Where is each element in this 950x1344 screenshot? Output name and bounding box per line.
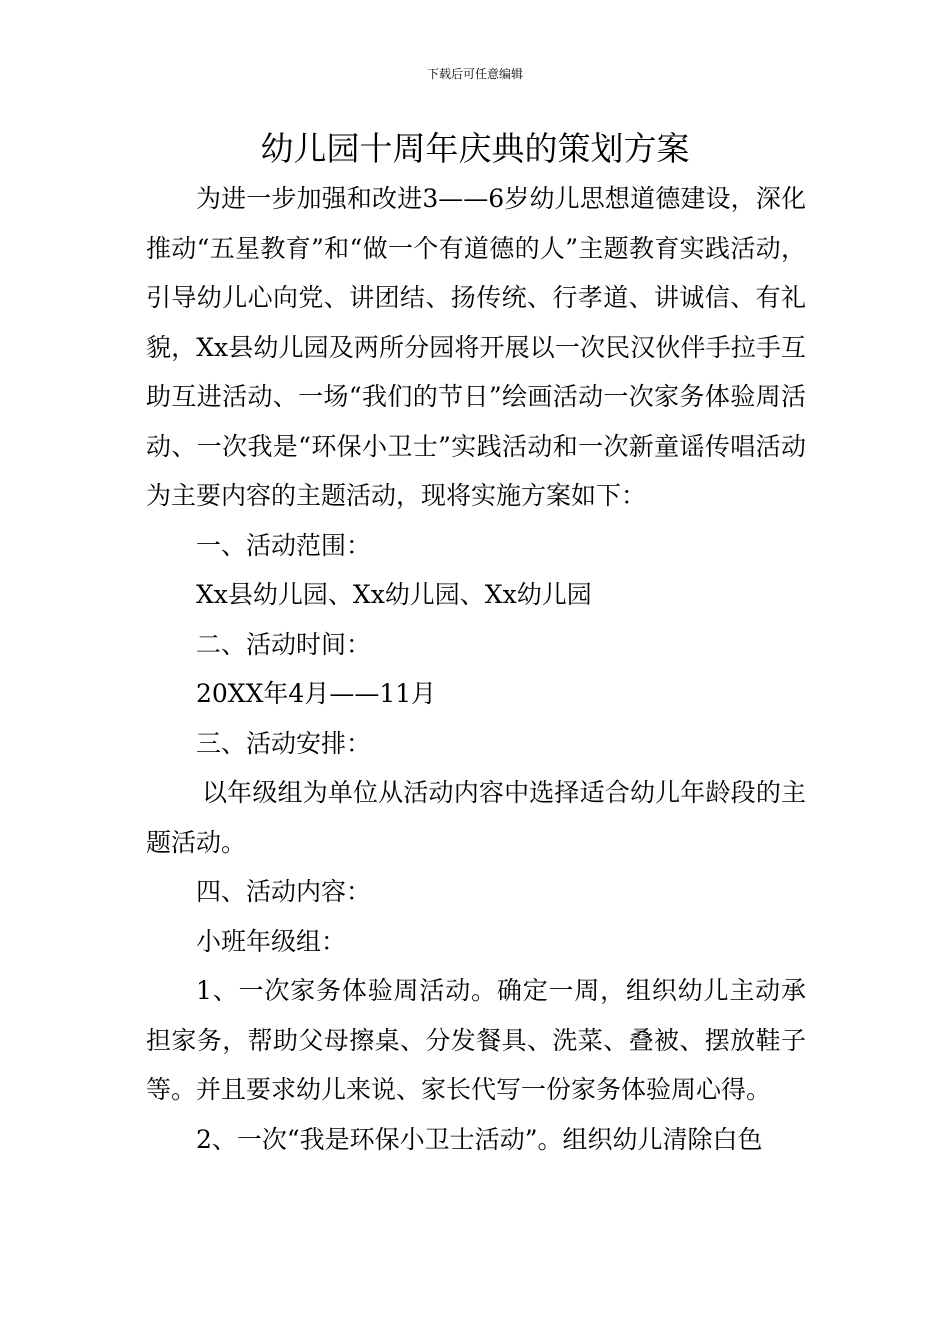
document-body [146,174,806,1164]
time-content: 20XX年4月——11月 [196,679,437,708]
intro-paragraph: 为进一步加强和改进3——6岁幼儿思想道德建设，深化推动“五星教育”和“做一个有道德的人”主题教育实践活动，引导幼儿心向党、讲团结、扬传统、行孝道、讲诚信、有礼貌，Xx县幼儿园及两所分园将开展以一次民汉伙伴手拉手互助互进活动、一场“我们的节日”绘画活动一次家务体验周活动、一次我是“环保小卫士”实践活动和一次新童谣传唱活动为主要内容的主题活动，现将实施方案如下： [146,184,806,510]
content-item-2: 2、一次“我是环保小卫士活动”。组织幼儿清除白色 [196,1124,763,1154]
document-title: 幼儿园十周年庆典的策划方案 [260,129,690,168]
page-header-note: 下载后可任意编辑 [426,67,523,81]
arrangement-content: 以年级组为单位从活动内容中选择适合幼儿年龄段的主题活动。 [146,778,806,857]
section-heading-scope: 一、活动范围： [196,530,372,560]
section-heading-arrangement: 三、活动安排： [196,728,372,758]
subheading-small-class: 小班年级组： [196,926,347,956]
scope-content: Xx县幼儿园、Xx幼儿园、Xx幼儿园 [196,580,592,609]
content-item-1: 1、一次家务体验周活动。确定一周，组织幼儿主动承担家务，帮助父母擦桌、分发餐具、洗菜、叠被、摆放鞋子等。并且要求幼儿来说、家长代写一份家务体验周心得。 [146,976,806,1104]
section-heading-content: 四、活动内容： [196,877,372,906]
section-heading-time: 二、活动时间： [196,629,372,659]
